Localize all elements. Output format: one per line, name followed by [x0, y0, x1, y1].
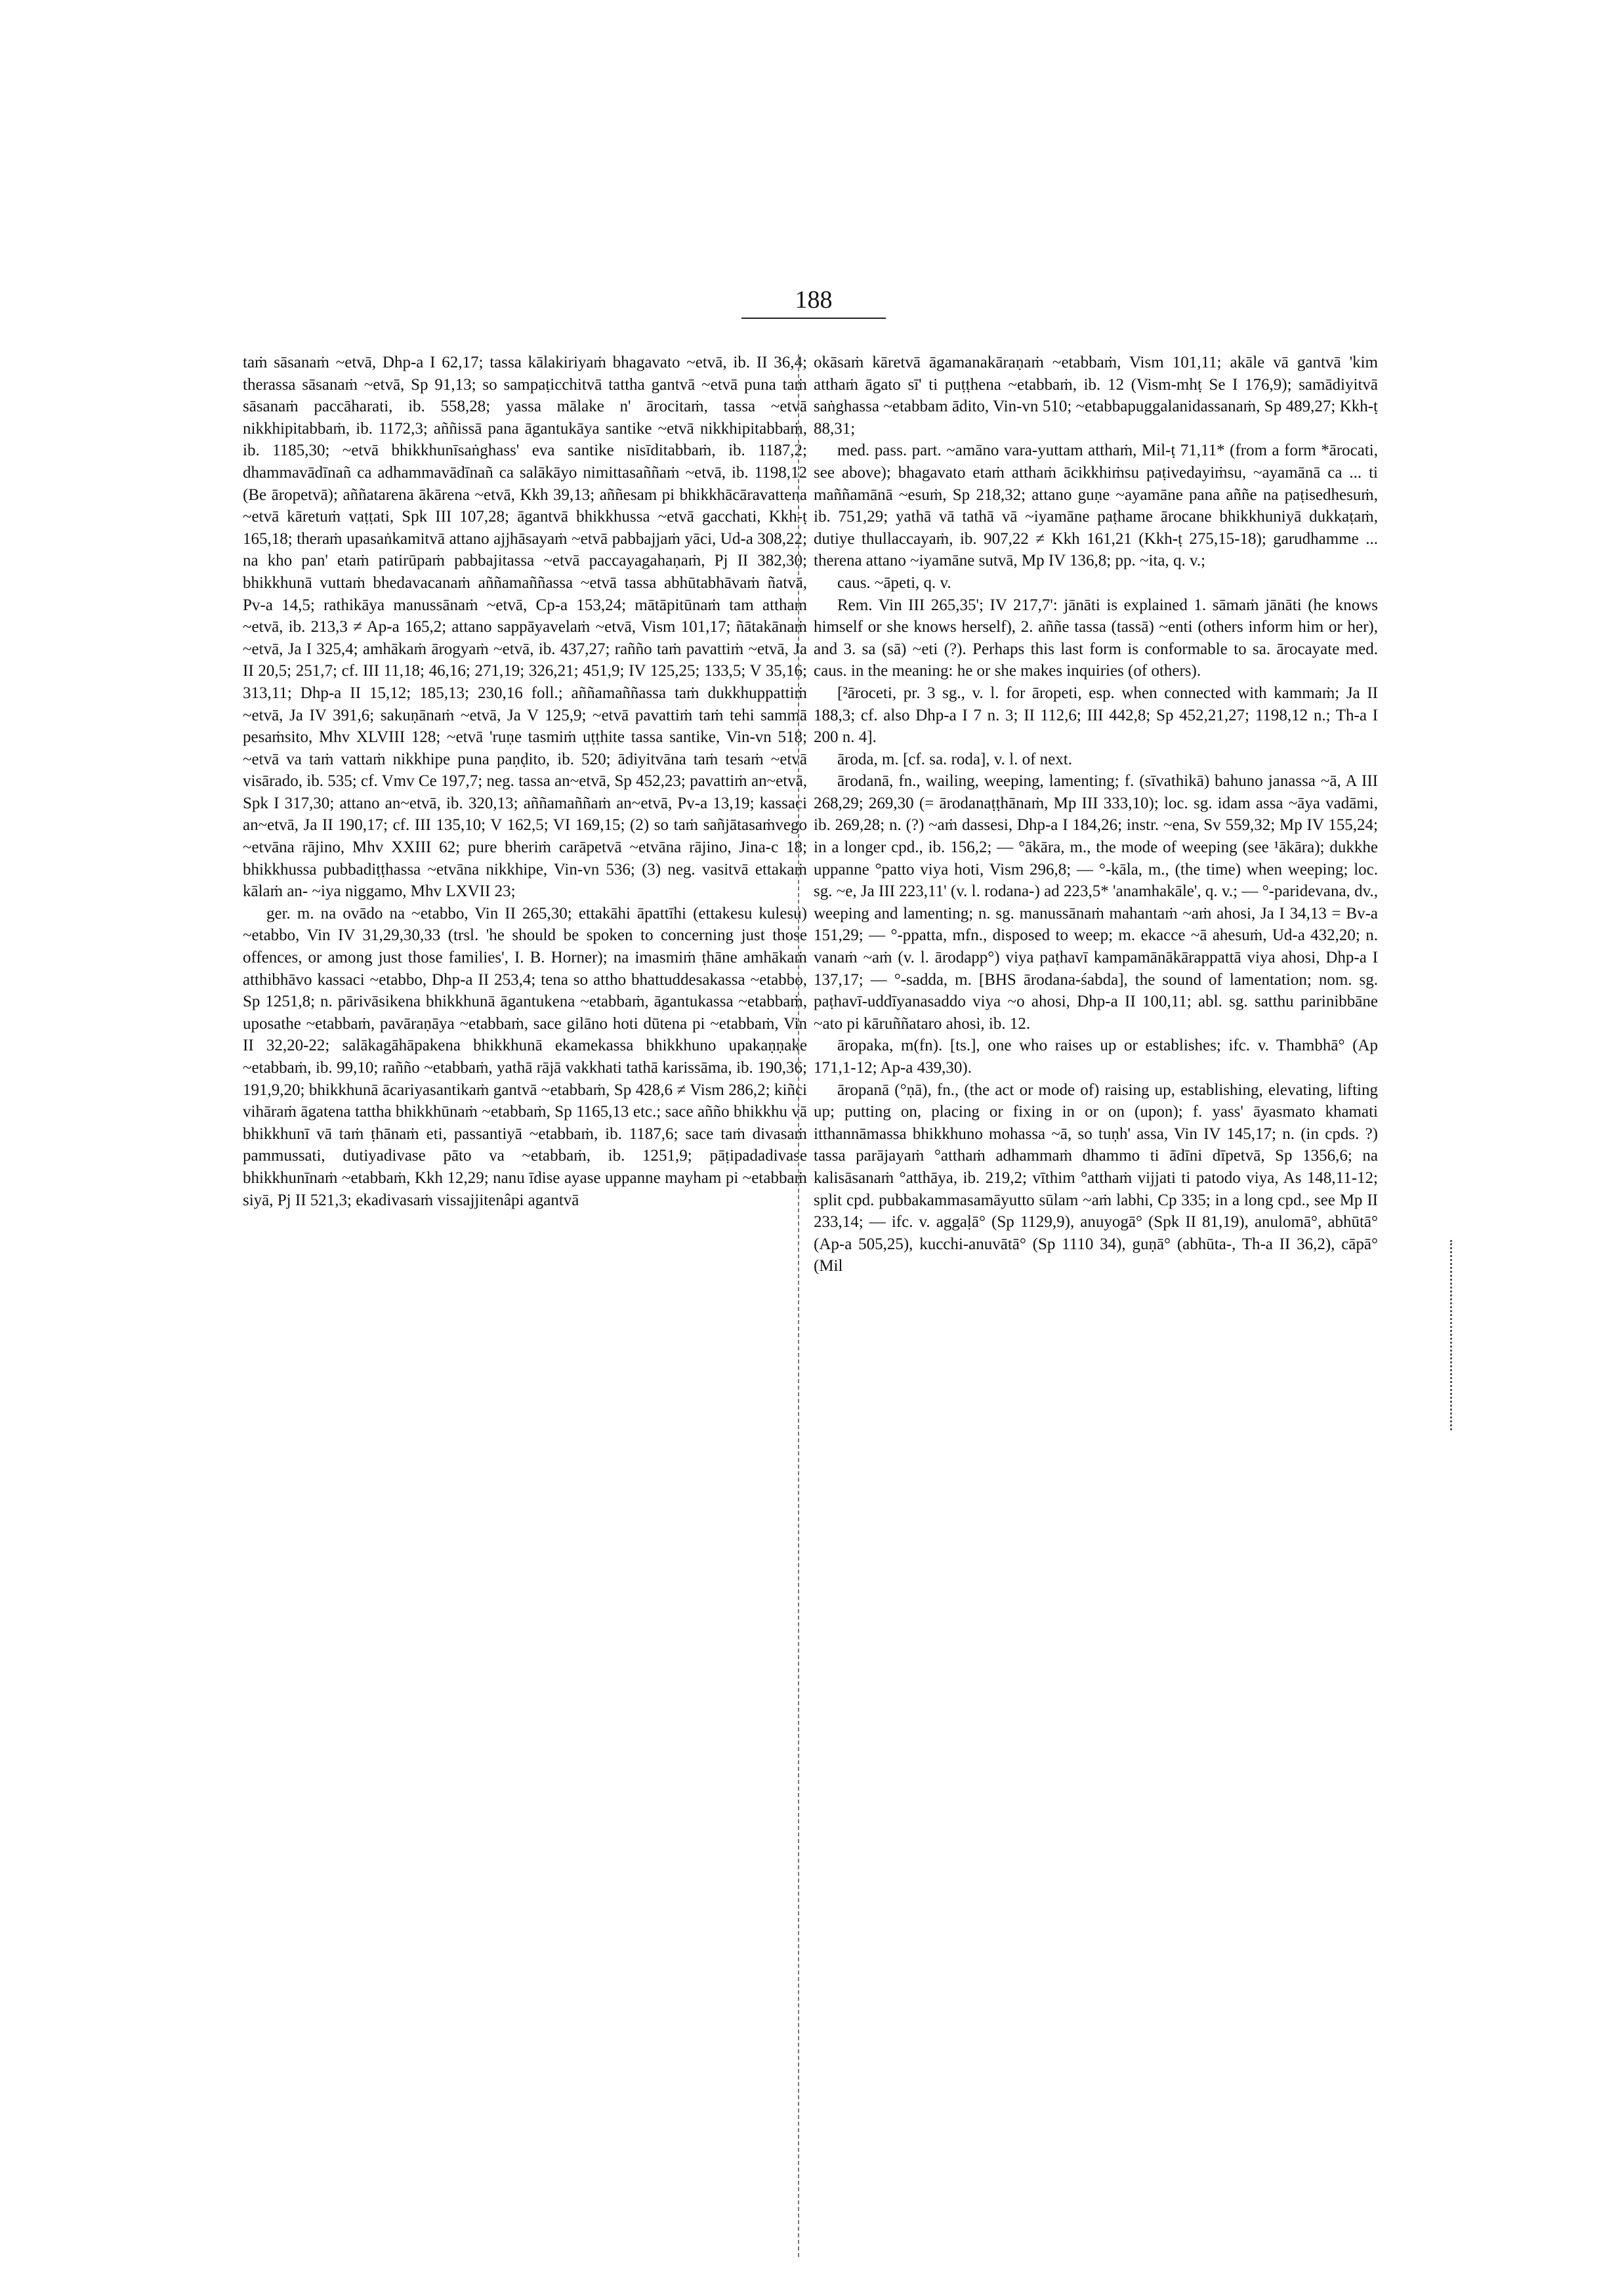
right-entry-aroda: āroda, m. [cf. sa. roda], v. l. of next.	[837, 750, 1072, 768]
right-entry-aroceti: [²āroceti, pr. 3 sg., v. l. for āropeti, esp. when connected with kammaṁ; Ja II 188,3; cf. also Dhp-a I 7 n. 3; II 112,6; III 442,8; Sp 452,21,27; 1198,12 n.; Th-a I 200 n. 4].	[814, 684, 1378, 747]
right-entry-rem: Rem. Vin III 265,35'; IV 217,7': jānāti is explained 1. sāmaṁ jānāti (he knows himself or she knows herself), 2. aññe tassa (tassā) ~enti (others inform him or her), and 3. sa (sā) ~eti (?). Perhaps this last form is conformable to sa. ārocayate med. caus. in the meaning: he or she makes inquiries (of others).	[814, 596, 1378, 680]
column-divider	[798, 354, 799, 2257]
right-column	[814, 352, 1378, 1277]
right-entry-aropaka: āropaka, m(fn). [ts.], one who raises up or establishes; ifc. v. Thambhā° (Ap 171,1-12; Ap-a 439,30).	[814, 1037, 1378, 1077]
page-number-rule	[741, 318, 886, 319]
page-number: 188	[795, 286, 833, 314]
left-entry-continuation: taṁ sāsanaṁ ~etvā, Dhp-a I 62,17; tassa kālakiriyaṁ bhagavato ~etvā, ib. II 36,4; therassa sāsanaṁ ~etvā, Sp 91,13; so sampaṭicchitvā tattha gantvā ~etvā puna taṁ sāsanaṁ paccāharati, ib. 558,28; yassa mālake n' ārocitaṁ, tassa ~etvā nikkhipitabbaṁ, ib. 1172,3; aññissā pana āgantukāya santike ~etvā nikkhipitabbaṁ, ib. 1185,30; ~etvā bhikkhunīsaṅghass' eva santike nisīditabbaṁ, ib. 1187,2; dhammavādīnañ ca adhammavādīnañ ca salākāyo nimittasaññaṁ ~etvā, ib. 1198,12 (Be āropetvā); aññatarena ākārena ~etvā, Kkh 39,13; aññesam pi bhikkhācāravattena ~etvā kāretuṁ vaṭṭati, Spk III 107,28; āgantvā bhikkhussa ~etvā gacchati, Kkh-ṭ 165,18; theraṁ upasaṅkamitvā attano ajjhāsayaṁ ~etvā pabbajjaṁ yāci, Ud-a 308,22; na kho pan' etaṁ patirūpaṁ pabbajitassa ~etvā paccayagahaṇaṁ, Pj II 382,30; bhikkhunā vuttaṁ bhedavacanaṁ aññamaññassa ~etvā tassa abhūtabhāvaṁ ñatvā, Pv-a 14,5; rathikāya manussānaṁ ~etvā, Cp-a 153,24; mātāpitūnaṁ tam attham ~etvā, ib. 213,3 ≠ Ap-a 165,2; attano sappāyavelaṁ ~etvā, Vism 101,17; ñātakānaṁ ~etvā, Ja I 325,4; amhākaṁ ārogyaṁ ~etvā, ib. 437,27; rañño taṁ pavattiṁ ~etvā, Ja II 20,5; 251,7; cf. III 11,18; 46,16; 271,19; 326,21; 451,9; IV 125,25; 133,5; V 35,16; 313,11; Dhp-a II 15,12; 185,13; 230,16 foll.; aññamaññassa taṁ dukkhuppattiṁ ~etvā, Ja IV 391,6; sakuṇānaṁ ~etvā, Ja V 125,9; ~etvā pavattiṁ taṁ tehi sammā pesaṁsito, Mhv XLVIII 128; ~etvā 'ruṇe tasmiṁ uṭṭhite tassa santike, Vin-vn 518; ~etvā va taṁ vattaṁ nikkhipe puna paṇḍito, ib. 520; ādiyitvāna taṁ tesaṁ ~etvā visārado, ib. 535; cf. Vmv Ce 197,7; neg. tassa an~etvā, Sp 452,23; pavattiṁ an~etvā, Spk I 317,30; attano an~etvā, ib. 320,13; aññamaññaṁ an~etvā, Pv-a 13,19; kassaci an~etvā, Ja II 190,17; cf. III 135,10; V 162,5; VI 169,15; (2) so taṁ sañjātasaṁvego ~etvāna rājino, Mhv XXIII 62; pure bheriṁ carāpetvā ~etvāna rājino, Jina-c 18; bhikkhussa pubbadiṭṭhassa ~etvāna nikkhipe, Vin-vn 536; (3) neg. vasitvā ettakaṁ kālaṁ an- ~iya niggamo, Mhv LXVII 23;	[243, 354, 807, 901]
right-entry-aropana: āropanā (°ṇā), fn., (the act or mode of) raising up, establishing, elevating, lifting up; putting on, placing or fixing in or on (upon); f. yass' āyasmato khamati itthannāmassa bhikkhuno mohassa ~ā, so tuṇh' assa, Vin IV 145,17; n. (in cpds. ?) tassa parājayaṁ °atthaṁ adhammaṁ dhammo ti ādīni dīpetvā, Sp 1356,6; na kalisāsanaṁ °atthāya, ib. 219,2; vīthim °atthaṁ vijjati ti patodo viya, As 148,11-12; split cpd. pubbakammasamāyutto sūlam ~aṁ labhi, Cp 335; in a long cpd., see Mp II 233,14; — ifc. v. aggaḷā° (Sp 1129,9), anuyogā° (Spk II 81,19), anulomā°, abhūtā° (Ap-a 505,25), kucchi-anuvātā° (Sp 1110 34), guṇā° (abhūta-, Th-a II 36,2), cāpā° (Mil	[814, 1081, 1378, 1275]
right-entry-caus: caus. ~āpeti, q. v.	[837, 573, 951, 592]
right-entry-arodana: ārodanā, fn., wailing, weeping, lamenting; f. (sīvathikā) bahuno janassa ~ā, A III 268,29; 269,30 (= ārodanaṭṭhānaṁ, Mp III 333,10); loc. sg. idam assa ~āya vadāmi, ib. 269,28; n. (?) ~aṁ dassesi, Dhp-a I 184,26; instr. ~ena, Sv 559,32; Mp IV 155,24; in a longer cpd., ib. 156,2; — °ākāra, m., the mode of weeping (see ¹ākāra); dukkhe uppanne °patto viya hoti, Vism 296,8; — °-kāla, m., (the time) when weeping; loc. sg. ~e, Ja III 223,11' (v. l. rodana-) ad 223,5* 'anamhakāle', q. v.; — °-paridevana, dv., weeping and lamenting; n. sg. manussānaṁ mahantaṁ ~aṁ ahosi, Ja I 34,13 = Bv-a 151,29; — °-ppatta, mfn., disposed to weep; m. ekacce ~ā ahesuṁ, Ud-a 432,20; n. vanaṁ ~aṁ (v. l. ārodapp°) viya paṭhavī kampamānākārappattā viya ahosi, Dhp-a I 137,17; — °-sadda, m. [BHS ārodana-śabda], the sound of lamentation; nom. sg. paṭhavī-uddīyanasaddo viya ~o ahosi, Dhp-a II 100,11; abl. sg. satthu parinibbāne ~ato pi kāruññataro ahosi, ib. 12.	[814, 772, 1378, 1033]
margin-marks	[1450, 1240, 1457, 1430]
right-entry-med-pass: med. pass. part. ~amāno vara-yuttam atthaṁ, Mil-ṭ 71,11* (from a form *ārocati, see above); bhagavato etaṁ atthaṁ ācikkhiṁsu paṭivedayiṁsu, ~ayamānā ca ... ti maññamānā ~esuṁ, Sp 218,32; attano guṇe ~ayamāne pana aññe na paṭisedhesuṁ, ib. 751,29; yathā vā tathā vā ~iyamāne paṭhame ārocane bhikkhuniyā dukkaṭaṁ, dutiye thullaccayaṁ, ib. 907,22 ≠ Kkh 161,21 (Kkh-ṭ 275,15-18); garudhamme ... therena attano ~iyamāne sutvā, Mp IV 136,8; pp. ~ita, q. v.;	[814, 442, 1378, 570]
right-entry-continuation: okāsaṁ kāretvā āgamanakāraṇaṁ ~etabbaṁ, Vism 101,11; akāle vā gantvā 'kim atthaṁ āgato sī' ti puṭṭhena ~etabbaṁ, ib. 12 (Vism-mhṭ Se I 176,9); samādiyitvā saṅghassa ~etabbam ādito, Vin-vn 510; ~etabbapuggalanidassanaṁ, Sp 489,27; Kkh-ṭ 88,31;	[814, 354, 1378, 438]
left-entry-ger: ger. m. na ovādo na ~etabbo, Vin II 265,30; ettakāhi āpattīhi (ettakesu kulesu) ~etabbo, Vin IV 31,29,30,33 (trsl. 'he should be spoken to concerning just those offences, or among just those families', I. B. Horner); na imasmiṁ ṭhāne amhākaṁ atthibhāvo kassaci ~etabbo, Dhp-a II 253,4; tena so attho bhattuddesakassa ~etabbo, Sp 1251,8; n. pārivāsikena bhikkhunā āgantukena ~etabbaṁ, āgantukassa ~etabbaṁ, uposathe ~etabbaṁ, pavāraṇāya ~etabbaṁ, sace gilāno hoti dūtena pi ~etabbaṁ, Vin II 32,20-22; salākagāhāpakena bhikkhunā ekamekassa bhikkhuno upakaṇṇake ~etabbaṁ, ib. 99,10; rañño ~etabbaṁ, yathā rājā vakkhati tathā karissāma, ib. 190,36; 191,9,20; bhikkhunā ācariyasantikaṁ gantvā ~etabbaṁ, Sp 428,6 ≠ Vism 286,2; kiñci vihāraṁ āgatena tattha bhikkhūnaṁ ~etabbaṁ, Sp 1165,13 etc.; sace añño bhikkhu vā bhikkhunī vā taṁ ṭhānaṁ eti, passantiyā ~etabbaṁ, ib. 1187,6; sace taṁ divasaṁ pammussati, dutiyadivase pāto va ~etabbaṁ, ib. 1251,9; pāṭipadadivase bhikkhunīnaṁ ~etabbaṁ, Kkh 12,29; nanu īdise ayase uppanne mayham pi ~etabbaṁ siyā, Pj II 521,3; ekadivasaṁ vissajjitenâpi agantvā	[243, 904, 807, 1209]
left-column	[243, 352, 807, 1211]
